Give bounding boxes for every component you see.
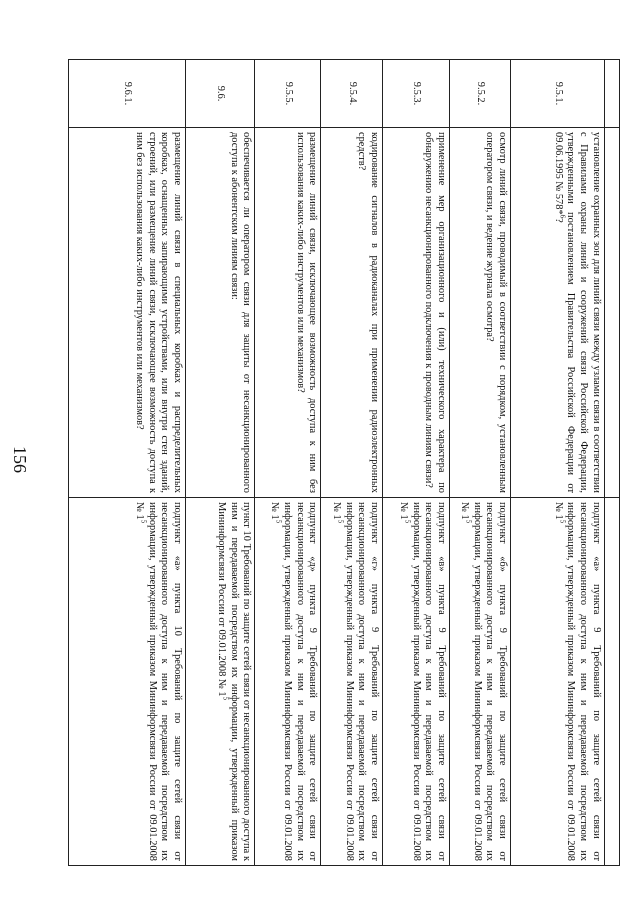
reference-cell: подпункт «в» пункта 9 Требований по защите сетей связи от несанкционированного доступа к ним и передаваемой посредством их информации, утвержденный приказом Мининформсвязи России от 09.01.2008 № $1^5$	[382, 498, 449, 866]
reference-cell: подпункт «а» пункта 10 Требований по защите сетей связи от несанкционированного доступа к ним и передаваемой посредством их информации, утвержденный приказом Мининформсвязи России от 09.01.2008 № $1^5$	[69, 498, 186, 866]
question-cell: осмотр линий связи, проводимый в соответствии с порядком, установленным оператором связи, и ведение журнала осмотра?	[450, 128, 511, 498]
table-row	[382, 60, 449, 866]
reference-cell: подпункт «д» пункта 9 Требований по защите сетей связи от несанкционированного доступа к ним и передаваемой посредством их информации, утвержденный приказом Мининформсвязи России от 09.01.2008 № $1^5$	[255, 498, 321, 866]
table-row	[255, 60, 321, 866]
row-number: 9.6.	[185, 60, 254, 128]
footnote-marker: 5	[464, 519, 473, 524]
table-row	[321, 60, 383, 866]
rotated-table-container	[68, 59, 620, 865]
question-cell: обеспечивается ли оператором связи для защиты от несанкционированного доступа к абонентским линиям связи:	[185, 128, 254, 498]
reference-cell: подпункт «б» пункта 9 Требований по защите сетей связи от несанкционированного доступа к ним и передаваемой посредством их информации, утвержденный приказом Мининформсвязи России от 09.01.2008 № $1^5$	[450, 498, 511, 866]
footnote-marker: 5	[139, 519, 148, 524]
reference-cell: пункт 10 Требований по защите сетей связи от несанкционированного доступа к ним и передаваемой посредством их информации, утвержденный приказом Мининформсвязи России от 09.01.2008 № $1^5$	[185, 498, 254, 866]
question-cell: кодирование сигналов в радиоканалах при применении радиоэлектронных средств?	[321, 128, 383, 498]
question-cell: размещение линий связи в специальных коробках и распределительных коробках, оснащенных запирающими устройствами, или внутри стен зданий, строений, или размещение линий связи, исключающее возможность доступа к ним без использования каких-либо инструментов или механизмов?	[69, 128, 186, 498]
question-cell: установление охранных зон для линий связи между узлами связи в соответствии с Правилами охраны линий и сооружений связи Российской Федерации, утвержденными постановлением Правительства Российской Федерации от 09.06.1995 № 578*$^6$?	[511, 128, 605, 498]
footnote-marker: 5	[274, 519, 283, 524]
table-row	[185, 60, 254, 866]
row-number: 9.5.5.	[255, 60, 321, 128]
page-number: 156	[10, 446, 30, 473]
row-number: 9.5.3.	[382, 60, 449, 128]
row-number: 9.5.1.	[511, 60, 605, 128]
table-row	[511, 60, 605, 866]
requirements-table	[68, 59, 620, 866]
question-cell: применение мер организационного и (или) технического характера по обнаружению несанкционированного подключения к проводным линиям связи?	[382, 128, 449, 498]
row-number: 9.6.1.	[69, 60, 186, 128]
footnote-marker: 5	[221, 696, 230, 701]
footnote-marker: 5	[336, 519, 345, 524]
footnote-marker: 5	[558, 519, 567, 524]
row-number: 9.5.2.	[450, 60, 511, 128]
table-row	[69, 60, 186, 866]
footnote-marker: 6	[558, 214, 567, 219]
reference-cell: подпункт «а» пункта 9 Требований по защите сетей связи от несанкционированного доступа к ним и передаваемой посредством их информации, утвержденный приказом Мининформсвязи России от 09.01.2008 № $1^5$	[511, 498, 605, 866]
question-cell: размещение линий связи, исключающее возможность доступа к ним без использования каких-либо инструментов или механизмов?	[255, 128, 321, 498]
reference-cell: подпункт «г» пункта 9 Требований по защите сетей связи от несанкционированного доступа к ним и передаваемой посредством их информации, утвержденный приказом Мининформсвязи России от 09.01.2008 № $1^5$	[321, 498, 383, 866]
footnote-marker: 5	[403, 519, 412, 524]
table-row-empty	[604, 60, 619, 866]
row-number: 9.5.4.	[321, 60, 383, 128]
table-row	[450, 60, 511, 866]
